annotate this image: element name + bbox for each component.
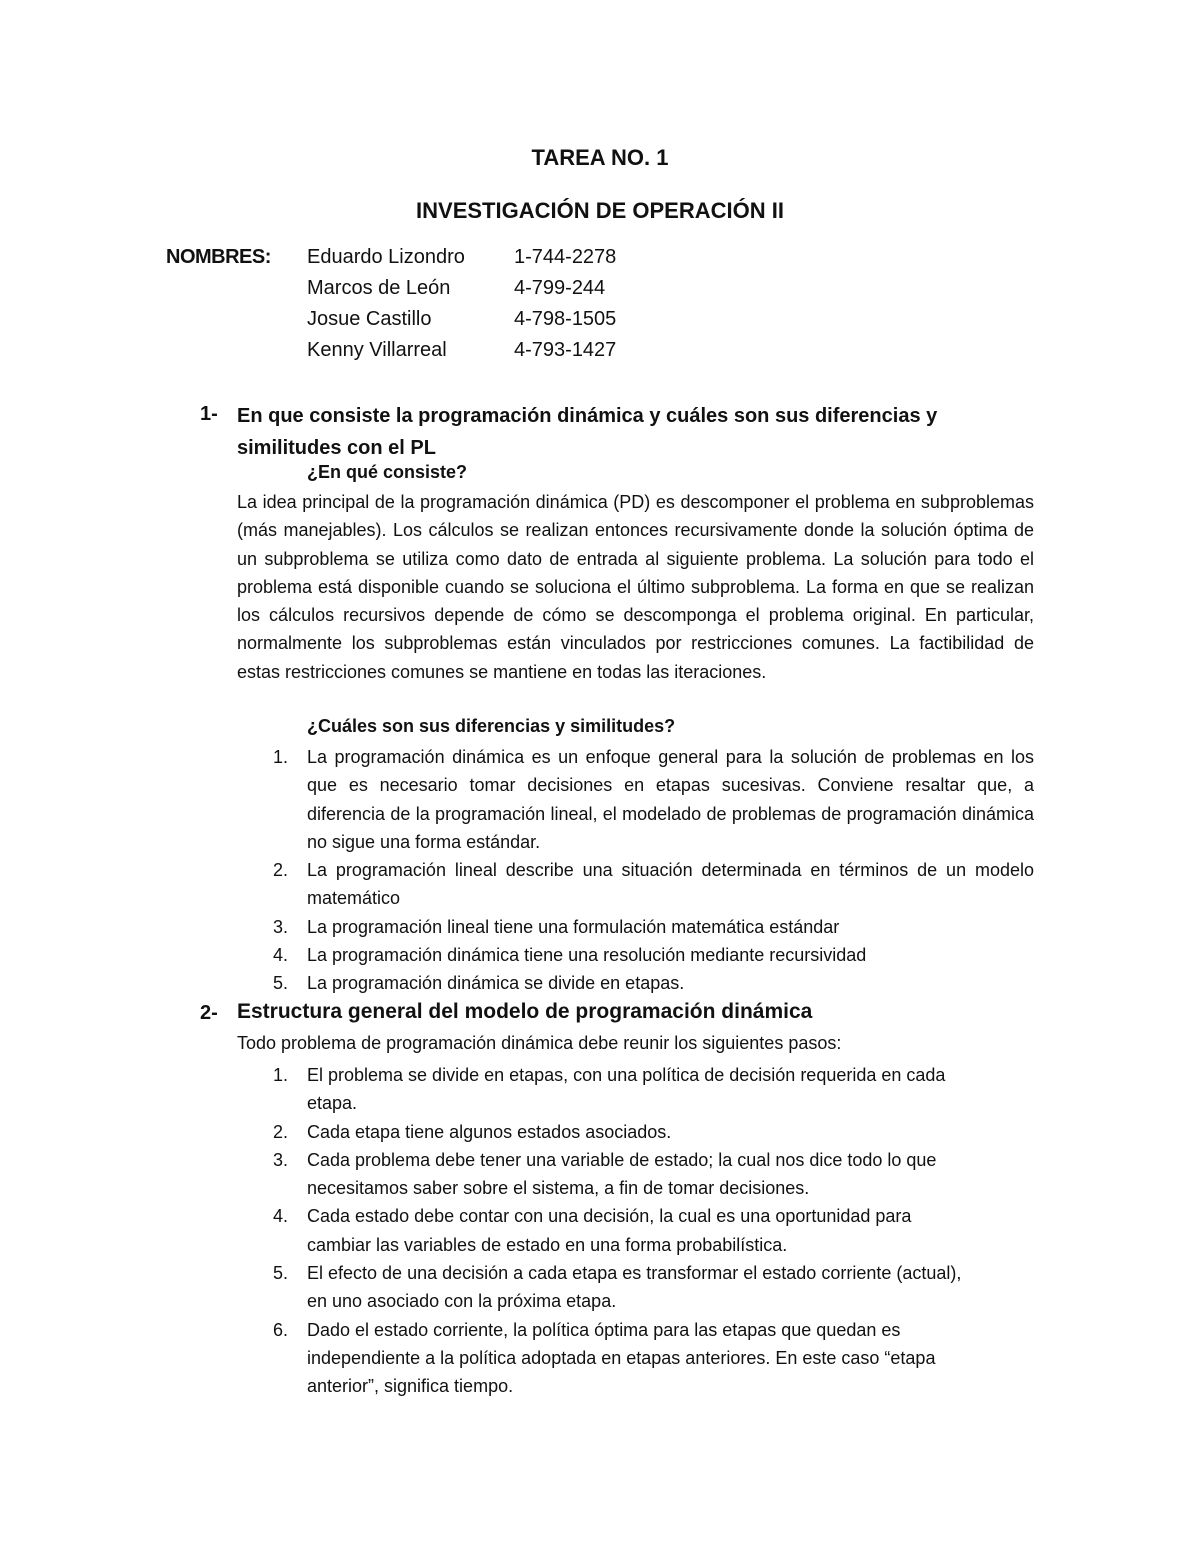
- student-name: Josue Castillo: [307, 308, 432, 330]
- list-item: [266, 856, 1034, 913]
- subheading-differences: ¿Cuáles son sus diferencias y similitudes?: [307, 716, 676, 736]
- differences-list: [266, 743, 1034, 998]
- student-id: 4-799-244: [514, 277, 606, 299]
- student-id: 4-793-1427: [514, 339, 617, 361]
- student-name: Marcos de León: [307, 277, 451, 299]
- list-item: [266, 941, 1034, 969]
- list-item: [266, 913, 1034, 941]
- list-item-text: La programación dinámica tiene una resolución mediante recursividad: [307, 945, 867, 966]
- list-number: 4.: [272, 1206, 288, 1227]
- list-item-text: Cada problema debe tener una variable de estado; la cual nos dice todo lo que necesitamos saber sobre el sistema, a fin de tomar decisiones.: [307, 1149, 937, 1199]
- steps-intro: Todo problema de programación dinámica debe reunir los siguientes pasos:: [237, 1033, 842, 1053]
- list-item-text: Cada etapa tiene algunos estados asociados.: [307, 1121, 672, 1142]
- list-item: [266, 969, 1034, 997]
- list-item-text: La programación lineal tiene una formulación matemática estándar: [307, 916, 840, 937]
- list-item-text: La programación lineal describe una situación determinada en términos de un modelo matemático: [307, 860, 1034, 909]
- question-title: En que consiste la programación dinámica y cuáles son sus diferencias y similitudes con el PL: [237, 405, 938, 459]
- list-item: [266, 1146, 966, 1203]
- list-item: [266, 743, 1034, 856]
- student-id: 4-798-1505: [514, 308, 617, 330]
- list-item: [266, 1202, 966, 1259]
- student-id: 1-744-2278: [514, 246, 617, 268]
- steps-list: [266, 1061, 966, 1401]
- list-number: 2.: [272, 1121, 288, 1142]
- list-item: [266, 1316, 966, 1401]
- list-number: 5.: [272, 973, 288, 994]
- list-item-text: La programación dinámica es un enfoque general para la solución de problemas en los que es necesario tomar decisiones en etapas sucesivas. Conviene resaltar que, a diferencia de la programación lineal, el modelado de problemas de programación dinámica no sigue una forma estándar.: [307, 747, 1034, 852]
- list-number: 5.: [272, 1263, 288, 1284]
- list-item-text: El efecto de una decisión a cada etapa es transformar el estado corriente (actual), en uno asociado con la próxima etapa.: [307, 1263, 962, 1312]
- list-item-text: El problema se divide en etapas, con una política de decisión requerida en cada etapa.: [307, 1065, 946, 1114]
- list-number: 1.: [272, 747, 288, 767]
- list-number: 2.: [272, 860, 288, 881]
- document-title: TAREA NO. 1: [531, 145, 669, 170]
- paragraph-definition: La idea principal de la programación dinámica (PD) es descomponer el problema en subproblemas (más manejables). Los cálculos se realizan entonces recursivamente donde la solución óptima de un subproblema se utiliza como dato de entrada al siguiente problema. La solución para todo el problema está disponible cuando se soluciona el último subproblema. La forma en que se realizan los cálculos recursivos depende de cómo se descomponga el problema original. En particular, normalmente los subproblemas están vinculados por restricciones comunes. La factibilidad de estas restricciones comunes se mantiene en todas las iteraciones.: [237, 492, 1034, 682]
- names-label: NOMBRES:: [166, 246, 271, 268]
- list-number: 4.: [272, 945, 288, 966]
- subheading-what-is: ¿En qué consiste?: [307, 462, 468, 482]
- list-number: 1.: [272, 1065, 288, 1085]
- list-item: [266, 1259, 966, 1316]
- document-subtitle: INVESTIGACIÓN DE OPERACIÓN II: [416, 198, 784, 223]
- question-title: Estructura general del modelo de programación dinámica: [237, 1000, 813, 1023]
- question-number: 2-: [200, 1002, 218, 1024]
- list-item-text: La programación dinámica se divide en etapas.: [307, 973, 685, 994]
- list-item: [266, 1061, 966, 1118]
- list-item-text: Dado el estado corriente, la política óptima para las etapas que quedan es independiente a la política adoptada en etapas anteriores. En este caso “etapa anterior”, significa tiempo.: [307, 1319, 936, 1397]
- list-number: 3.: [272, 916, 288, 937]
- student-name: Eduardo Lizondro: [307, 246, 465, 268]
- list-item: [266, 1118, 966, 1146]
- question-number: 1-: [200, 403, 218, 425]
- list-item-text: Cada estado debe contar con una decisión, la cual es una oportunidad para cambiar las variables de estado en una forma probabilística.: [307, 1206, 912, 1255]
- list-number: 3.: [272, 1149, 288, 1170]
- student-name: Kenny Villarreal: [307, 339, 447, 361]
- list-number: 6.: [272, 1319, 288, 1340]
